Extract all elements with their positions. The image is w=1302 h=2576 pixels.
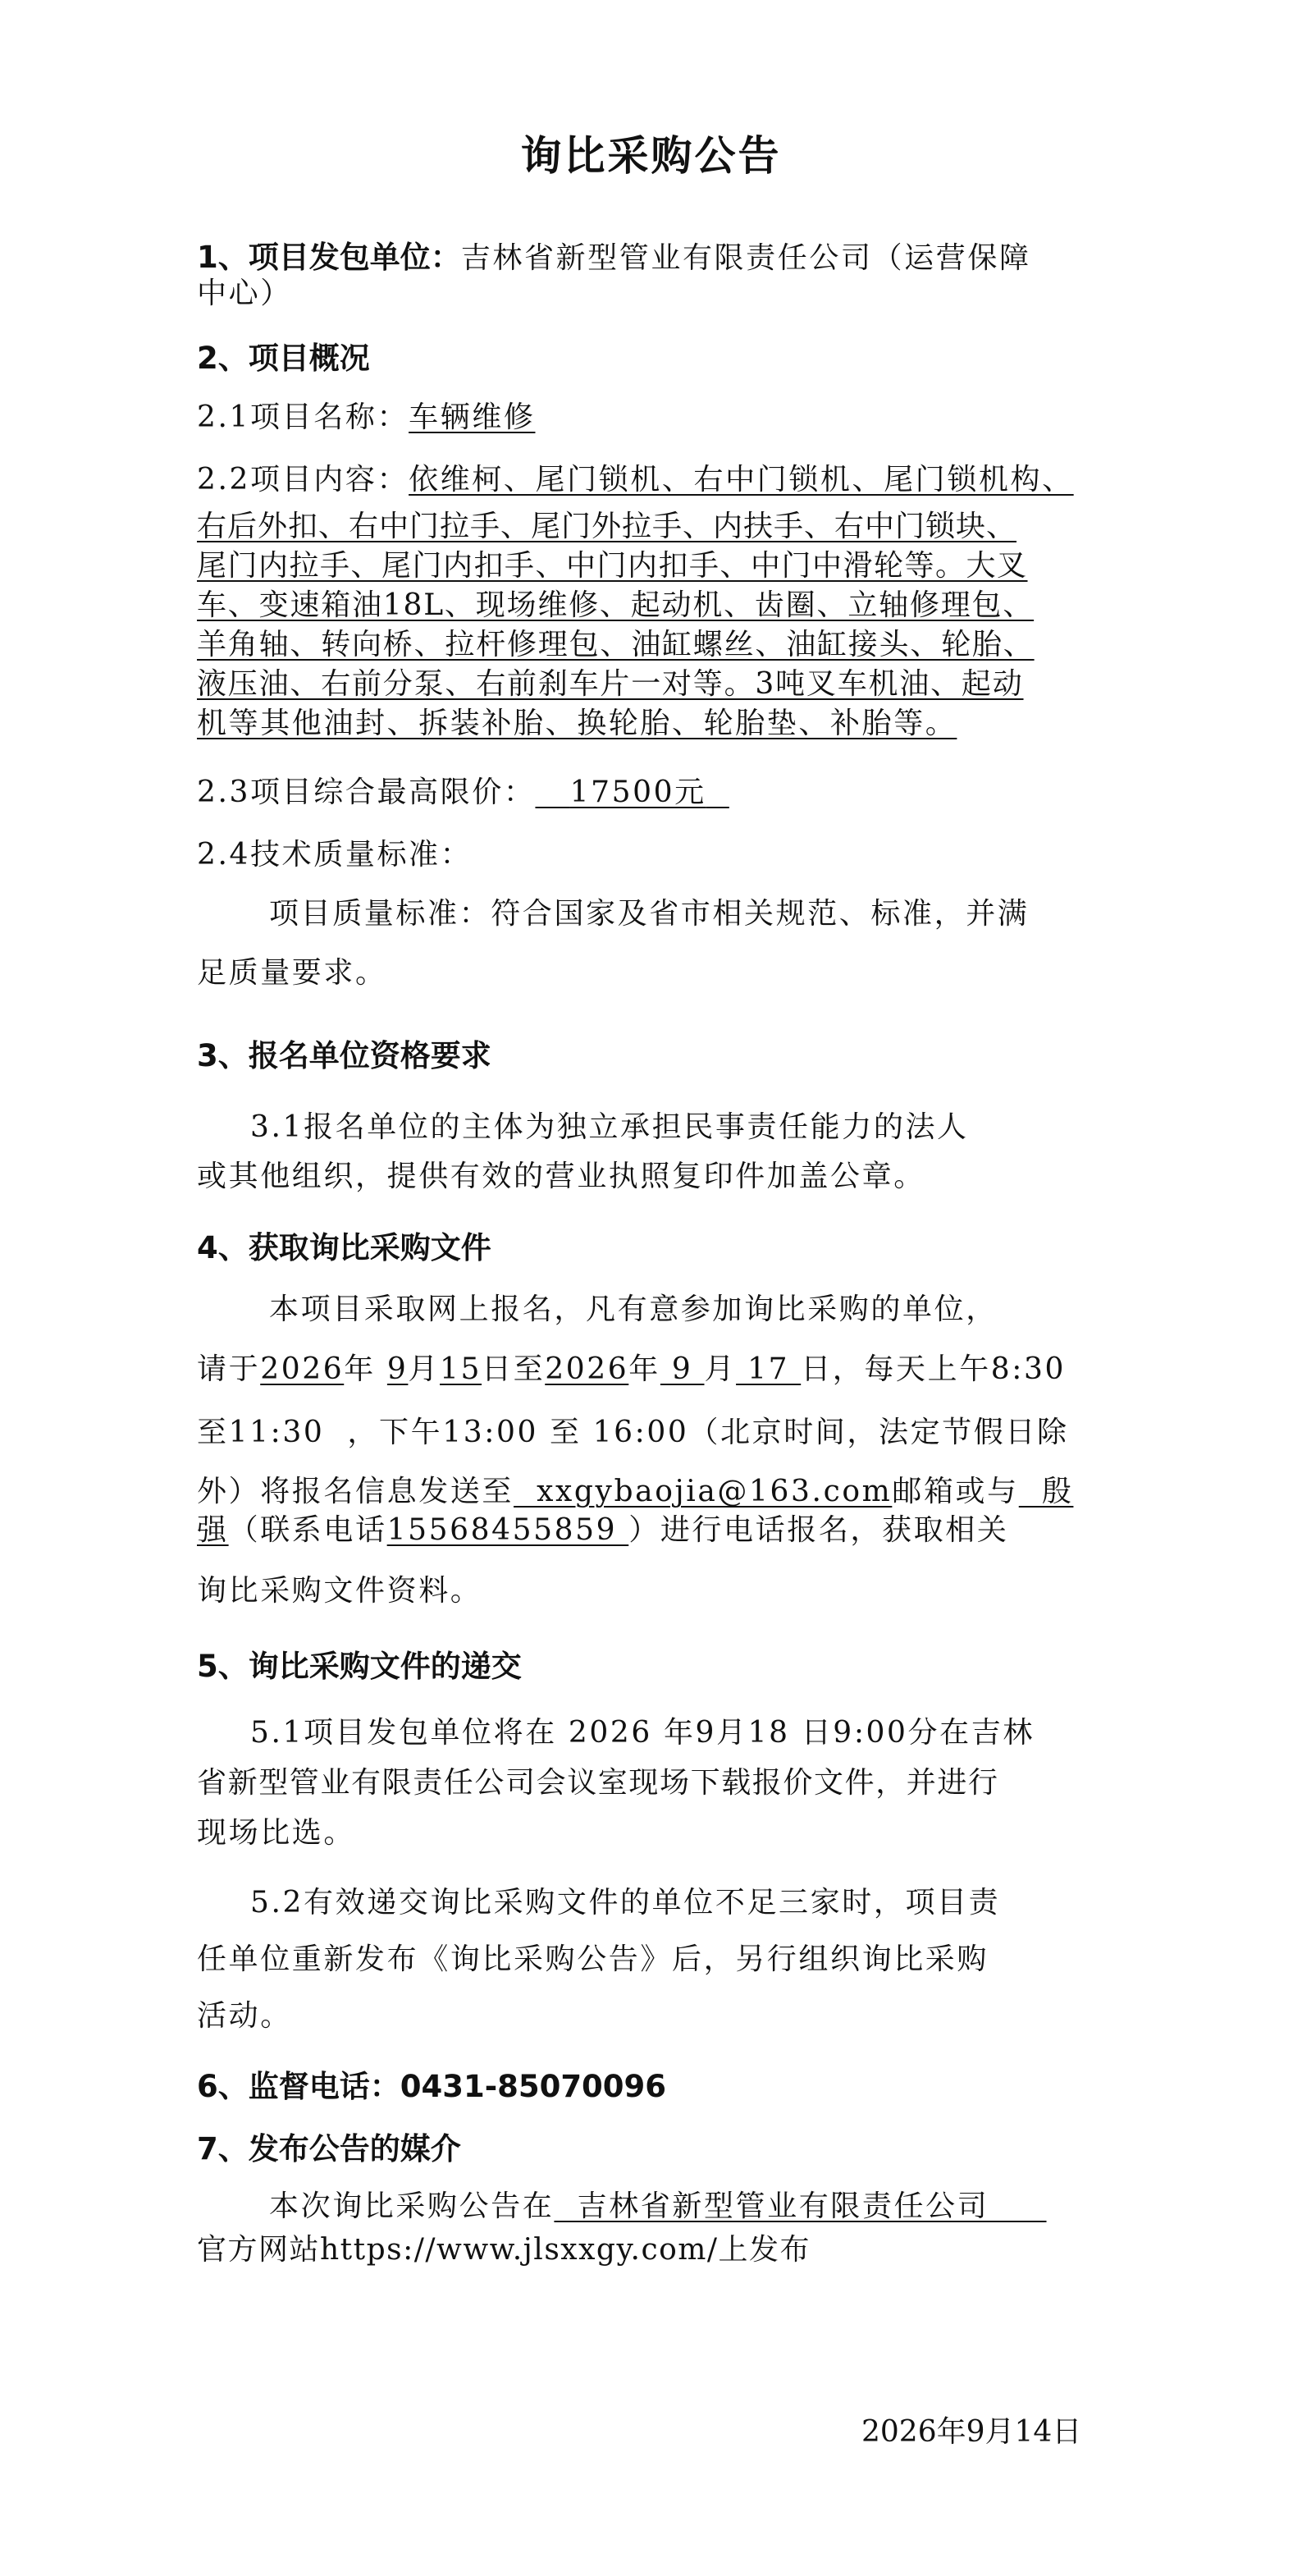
section-5-1-text-1: 5.1项目发包单位将在 2026 年9月18 日9:00分在吉林 xyxy=(250,1716,1035,1750)
registration-period-line: 请于2026年 9月15日至2026年 9 月 17 日，每天上午8:30 xyxy=(197,1352,1067,1386)
section-1-value: 吉林省新型管业有限责任公司（运营保障 xyxy=(460,241,1031,275)
section-6-heading: 6、监督电话：0431-85070096 xyxy=(197,2069,667,2104)
contact-email: xxgybaojia@163.com xyxy=(514,1475,893,1508)
project-content-line-6: 液压油、右前分泵、右前刹车片一对等。3吨叉车机油、起动 xyxy=(197,667,1024,701)
project-content-line-5: 羊角轴、转向桥、拉杆修理包、油缸螺丝、油缸接头、轮胎、 xyxy=(197,628,1035,661)
section-4-text-6: 询比采购文件资料。 xyxy=(197,1574,482,1608)
section-3-text-1: 3.1报名单位的主体为独立承担民事责任能力的法人 xyxy=(250,1110,969,1144)
section-5-1-text-2: 省新型管业有限责任公司会议室现场下载报价文件，并进行 xyxy=(197,1766,999,1800)
project-name-value: 车辆维修 xyxy=(409,400,536,434)
section-1-label: 1、项目发包单位： xyxy=(197,240,461,275)
section-5-1-text-3: 现场比选。 xyxy=(197,1816,356,1850)
project-name-line xyxy=(197,394,535,436)
project-content-line-4: 车、变速箱油18L、现场维修、起动机、齿圈、立轴修理包、 xyxy=(197,588,1035,622)
section-7-heading: 7、发布公告的媒介 xyxy=(197,2131,461,2166)
end-year: 2026 xyxy=(545,1352,629,1386)
project-name-label: 2.1项目名称： xyxy=(197,400,409,434)
end-day: 17 xyxy=(736,1352,802,1386)
price-value: 17500元 xyxy=(569,776,706,809)
project-content-line-7: 机等其他油封、拆装补胎、换轮胎、轮胎垫、补胎等。 xyxy=(197,707,957,740)
project-content-label: 2.2项目内容： xyxy=(197,463,409,496)
price-line xyxy=(197,769,729,811)
section-3-text-2: 或其他组织，提供有效的营业执照复印件加盖公章。 xyxy=(197,1160,925,1193)
start-month: 9 xyxy=(386,1352,409,1386)
section-1-line xyxy=(197,232,1031,277)
project-content-text: 依维柯、尾门锁机、右中门锁机、尾门锁机构、 xyxy=(409,463,1074,496)
project-content-line-2: 右后外扣、右中门拉手、尾门外拉手、内扶手、右中门锁块、 xyxy=(197,510,1017,543)
section-5-heading: 5、询比采购文件的递交 xyxy=(197,1649,522,1684)
quality-text-2: 足质量要求。 xyxy=(197,956,387,990)
section-4-heading: 4、获取询比采购文件 xyxy=(197,1230,491,1265)
section-4-text-1: 本项目采取网上报名，凡有意参加询比采购的单位， xyxy=(269,1293,998,1326)
section-5-2-text-3: 活动。 xyxy=(197,1999,292,2033)
publisher-company: 吉林省新型管业有限责任公司 xyxy=(554,2189,1047,2223)
project-content-line-3: 尾门内拉手、尾门内扣手、中门内扣手、中门中滑轮等。大叉 xyxy=(197,549,1028,583)
project-content-line-1 xyxy=(197,456,1074,498)
contact-line-1: 外）将报名信息发送至 xxgybaojia@163.com邮箱或与 殷 xyxy=(197,1475,1074,1508)
end-month: 9 xyxy=(660,1352,705,1386)
section-7-text-2: 官方网站https://www.jlsxxgy.com/上发布 xyxy=(197,2233,811,2267)
section-5-2-text-2: 任单位重新发布《询比采购公告》后，另行组织询比采购 xyxy=(197,1942,989,1976)
section-1-value-cont: 中心） xyxy=(197,277,292,310)
section-5-2-text-1: 5.2有效递交询比采购文件的单位不足三家时，项目责 xyxy=(250,1886,1001,1919)
contact-name: 殷 xyxy=(1018,1475,1074,1508)
start-day: 15 xyxy=(440,1352,482,1386)
announcement-date: 2026年9月14日 xyxy=(861,2415,1082,2449)
section-2-heading: 2、项目概况 xyxy=(197,341,370,376)
quality-label: 2.4技术质量标准： xyxy=(197,838,473,872)
registration-hours-line: 至11:30 ，下午13:00 至 16:00（北京时间，法定节假日除 xyxy=(197,1416,1069,1449)
section-7-text-1: 本次询比采购公告在 吉林省新型管业有限责任公司 xyxy=(269,2189,1047,2223)
page-title: 询比采购公告 xyxy=(520,132,782,180)
contact-phone: 15568455859 xyxy=(386,1513,629,1547)
quality-text-1: 项目质量标准：符合国家及省市相关规范、标准，并满 xyxy=(269,897,1030,931)
section-3-heading: 3、报名单位资格要求 xyxy=(197,1038,491,1073)
contact-line-2: 强（联系电话15568455859 ）进行电话报名，获取相关 xyxy=(197,1513,1009,1547)
price-label: 2.3项目综合最高限价： xyxy=(197,776,536,809)
start-year: 2026 xyxy=(260,1352,345,1386)
